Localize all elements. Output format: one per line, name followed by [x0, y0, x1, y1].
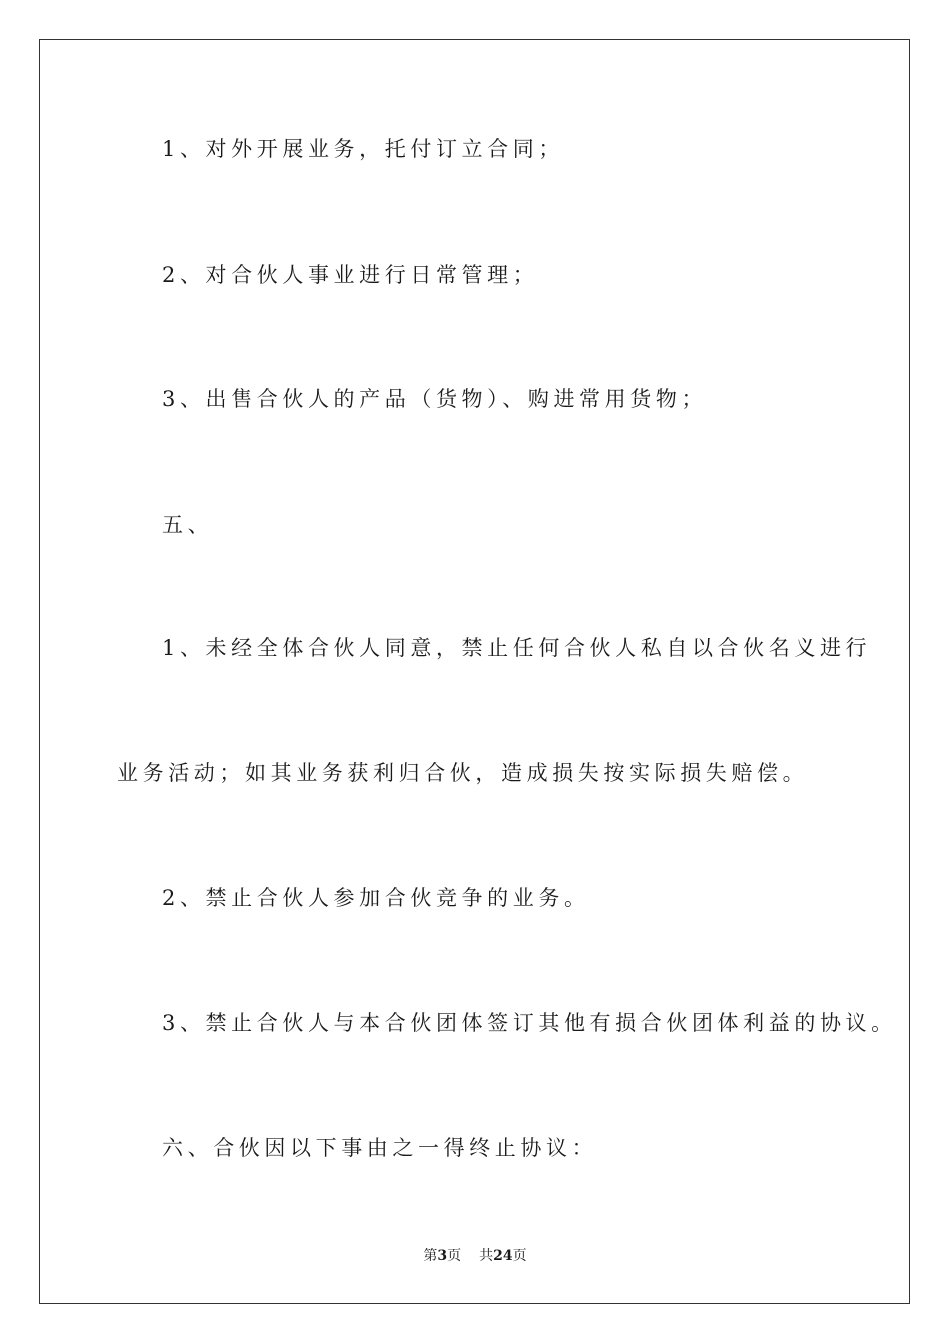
clause-line-2: 2、对合伙人事业进行日常管理；: [162, 263, 539, 287]
clause-line-6: 2、禁止合伙人参加合伙竞争的业务。: [162, 886, 590, 910]
clause-line-3: 3、出售合伙人的产品（货物）、购进常用货物；: [162, 387, 708, 411]
clause-line-1: 1、对外开展业务，托付订立合同；: [162, 137, 564, 161]
footer-page-prefix: 第: [423, 1248, 438, 1264]
clause-line-7: 3、禁止合伙人与本合伙团体签订其他有损合伙团体利益的协议。: [162, 1011, 897, 1035]
page-footer: [0, 1246, 950, 1266]
clause-line-5: 1、未经全体合伙人同意，禁止任何合伙人私自以合伙名义进行: [162, 636, 872, 660]
footer-total-suffix: 页: [512, 1248, 527, 1264]
footer-page-number: 3: [437, 1248, 448, 1264]
section-heading-six: 六、合伙因以下事由之一得终止协议：: [162, 1136, 598, 1160]
section-heading-five: 五、: [162, 513, 214, 537]
footer-total-pages: 24: [493, 1248, 513, 1264]
footer-total-prefix: 共: [479, 1248, 494, 1264]
footer-page-suffix: 页: [447, 1248, 462, 1264]
clause-line-5-continued: 业务活动；如其业务获利归合伙，造成损失按实际损失赔偿。: [117, 761, 809, 785]
page-border: [39, 39, 910, 1304]
